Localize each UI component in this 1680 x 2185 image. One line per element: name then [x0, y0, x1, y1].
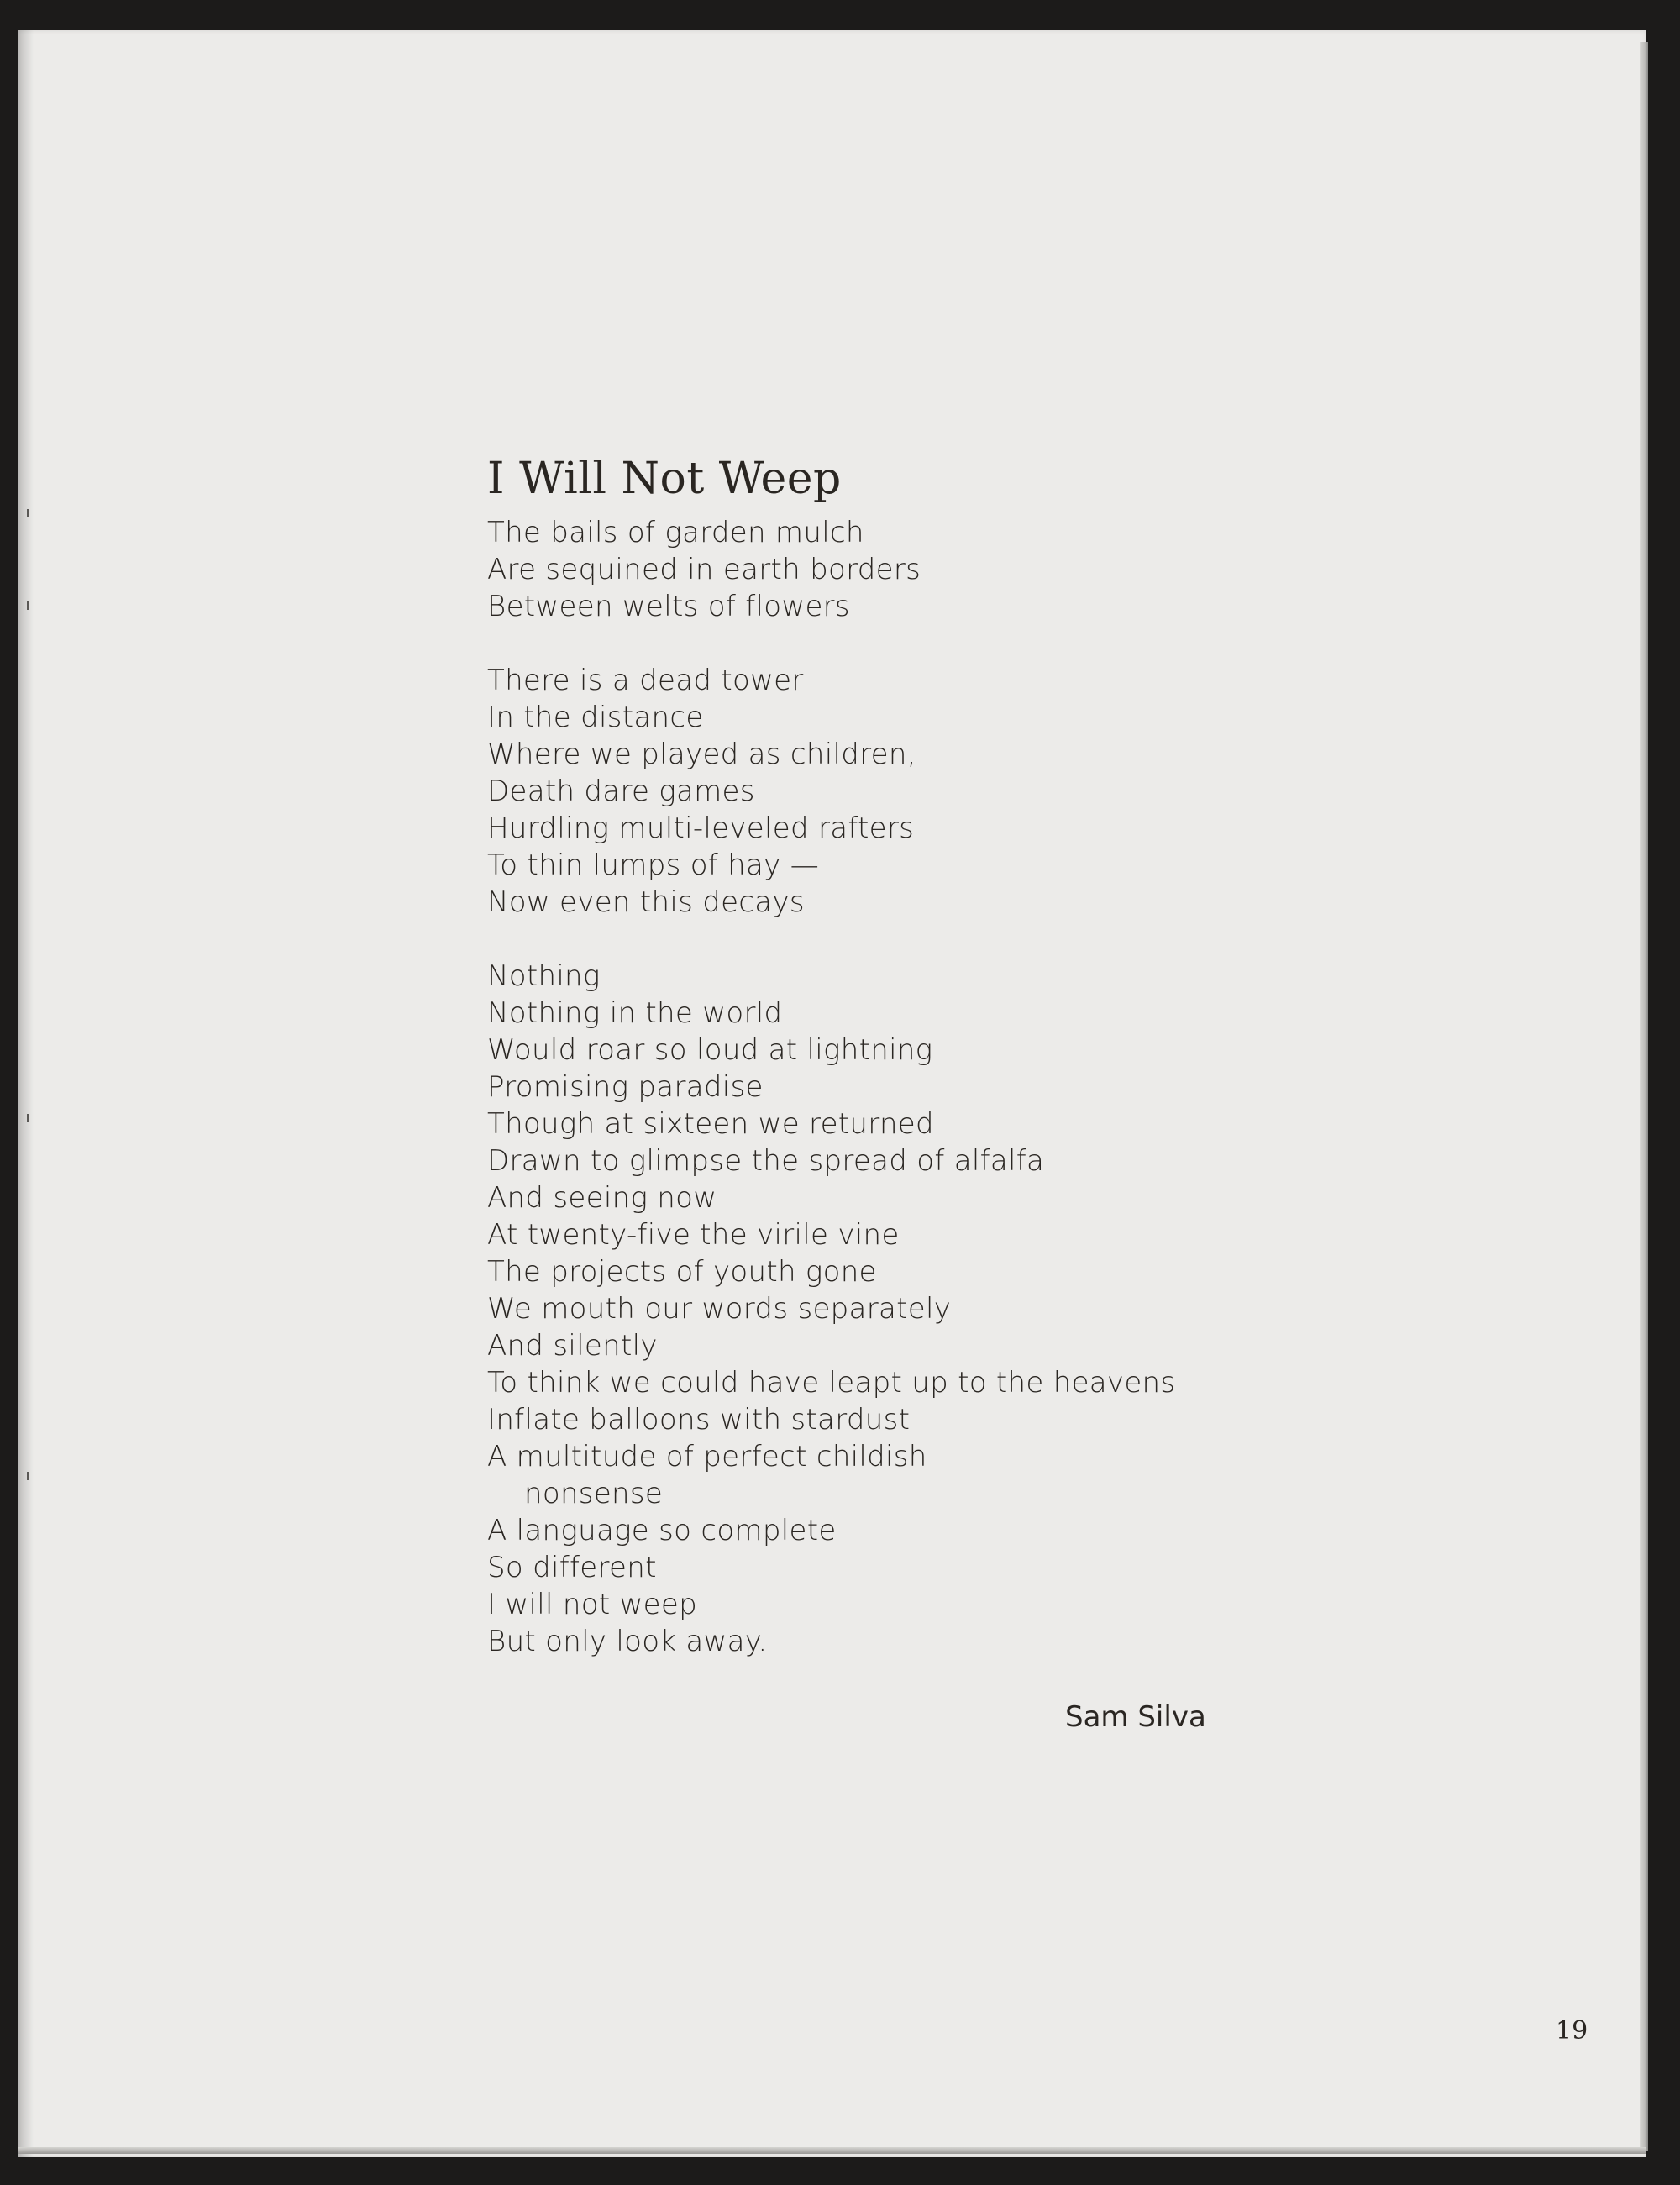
- poem-line: Nothing: [487, 959, 601, 993]
- stanza-1: [487, 514, 1327, 625]
- poem-line: Now even this decays: [487, 885, 805, 919]
- stanza-3: [487, 958, 1327, 1660]
- poem-line: Nothing in the world: [487, 996, 783, 1030]
- poem-line: Would roar so loud at lightning: [487, 1033, 933, 1067]
- poem-line: Promising paradise: [487, 1070, 764, 1104]
- binding-mark: [27, 1114, 29, 1122]
- binding-mark: [27, 601, 29, 610]
- poem-line: The projects of youth gone: [487, 1255, 877, 1289]
- poem: [487, 449, 1327, 1697]
- poem-line: Though at sixteen we returned: [487, 1107, 934, 1141]
- poem-line: But only look away.: [487, 1625, 768, 1658]
- poem-line: A multitude of perfect childish: [487, 1440, 927, 1473]
- stanza-2: [487, 662, 1327, 921]
- poem-line: Hurdling multi-leveled rafters: [487, 811, 915, 845]
- poem-line: To think we could have leapt up to the heavens: [487, 1366, 1176, 1400]
- page-number: 19: [1556, 2016, 1588, 2046]
- poem-line: Between welts of flowers: [487, 590, 850, 623]
- poem-line: Inflate balloons with stardust: [487, 1403, 911, 1437]
- poem-line: And silently: [487, 1329, 658, 1363]
- poem-line: To thin lumps of hay —: [487, 848, 819, 882]
- poem-line: A language so complete: [487, 1514, 837, 1547]
- poem-title: I Will Not Weep: [487, 454, 842, 504]
- binding-shadow: [18, 30, 34, 2157]
- poem-author: Sam Silva: [1065, 1700, 1206, 1734]
- page-edge-right: [1640, 42, 1648, 2151]
- page-edge-bottom: [18, 2147, 1646, 2154]
- binding-mark: [27, 1472, 29, 1480]
- poem-line: So different: [487, 1551, 657, 1584]
- poem-line-indented: nonsense: [524, 1477, 664, 1510]
- poem-line: Drawn to glimpse the spread of alfalfa: [487, 1144, 1045, 1178]
- poem-line: I will not weep: [487, 1588, 698, 1621]
- poem-line: Death dare games: [487, 775, 755, 808]
- poem-line: The bails of garden mulch: [487, 516, 864, 549]
- poem-line: We mouth our words separately: [487, 1292, 952, 1326]
- poem-line: Are sequined in earth borders: [487, 553, 921, 586]
- binding-mark: [27, 509, 29, 517]
- poem-line: There is a dead tower: [487, 664, 804, 697]
- poem-line: Where we played as children,: [487, 738, 916, 771]
- poem-line: And seeing now: [487, 1181, 717, 1215]
- poem-line: In the distance: [487, 701, 704, 734]
- poem-line: At twenty-five the virile vine: [487, 1218, 900, 1252]
